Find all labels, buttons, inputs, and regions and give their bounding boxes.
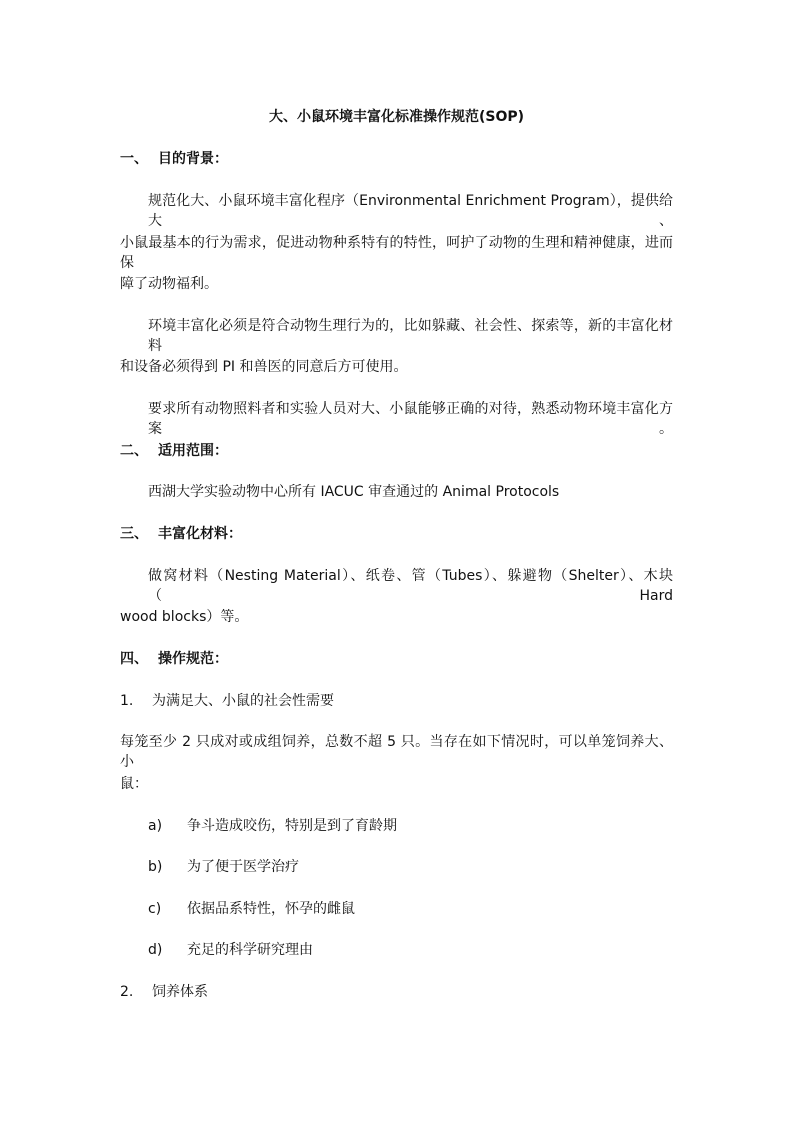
item-2-number: 2. [120, 984, 134, 1000]
subitem-d-text: 充足的科学研究理由 [187, 942, 313, 958]
item-2-text: 饲养体系 [152, 984, 208, 1000]
section-4-heading [120, 649, 228, 669]
subitem-b-label: b) [148, 859, 163, 875]
s3-paragraph-1-line-1: 做窝材料（Nesting Material）、纸卷、管（Tubes）、躲避物（Shelter）、木块（Hard [148, 568, 673, 604]
s1-paragraph-1-line-2: 小鼠最基本的行为需求，促进动物种系特有的特性，呵护了动物的生理和精神健康，进而保 [120, 235, 673, 271]
subitem-b-text: 为了便于医学治疗 [187, 859, 299, 875]
s1-paragraph-1-line-1: 规范化大、小鼠环境丰富化程序（Environmental Enrichment Program），提供给大、 [148, 193, 673, 229]
section-4-number: 四、 [120, 651, 148, 667]
s1-paragraph-1-line-3: 障了动物福利。 [120, 276, 218, 292]
subitem-d-label: d) [148, 942, 163, 958]
s1-paragraph-2-line-2: 和设备必须得到 PI 和兽医的同意后方可使用。 [120, 359, 408, 375]
section-3-heading [120, 524, 242, 544]
item-1-paragraph-line-1: 每笼至少 2 只成对或成组饲养，总数不超 5 只。当存在如下情况时，可以单笼饲养大、小 [120, 734, 673, 770]
subitem-c-label: c) [148, 901, 162, 917]
subitem-a-label: a) [148, 818, 163, 834]
s2-paragraph-1-line-1: 西湖大学实验动物中心所有 IACUC 审查通过的 Animal Protocols [148, 484, 560, 500]
item-1-number: 1. [120, 693, 134, 709]
s1-paragraph-3-line-1: 要求所有动物照料者和实验人员对大、小鼠能够正确的对待，熟悉动物环境丰富化方案。 [148, 401, 673, 437]
item-1-text: 为满足大、小鼠的社会性需要 [152, 693, 334, 709]
section-2-heading [120, 441, 228, 461]
section-1-number: 一、 [120, 151, 148, 167]
document-title: 大、小鼠环境丰富化标准操作规范(SOP) [268, 109, 525, 125]
subitem-a-text: 争斗造成咬伤，特别是到了育龄期 [187, 818, 397, 834]
section-3-title: 丰富化材料： [158, 526, 242, 542]
s1-paragraph-2-line-1: 环境丰富化必须是符合动物生理行为的，比如躲藏、社会性、探索等，新的丰富化材料 [148, 318, 673, 354]
section-1-heading [120, 149, 228, 169]
s3-paragraph-1-line-2: wood blocks）等。 [120, 609, 249, 625]
section-4-title: 操作规范： [158, 651, 228, 667]
item-1-paragraph-line-2: 鼠： [120, 776, 148, 792]
section-1-title: 目的背景： [158, 151, 228, 167]
section-2-title: 适用范围： [158, 443, 228, 459]
section-3-number: 三、 [120, 526, 148, 542]
subitem-c-text: 依据品系特性，怀孕的雌鼠 [187, 901, 355, 917]
section-2-number: 二、 [120, 443, 148, 459]
